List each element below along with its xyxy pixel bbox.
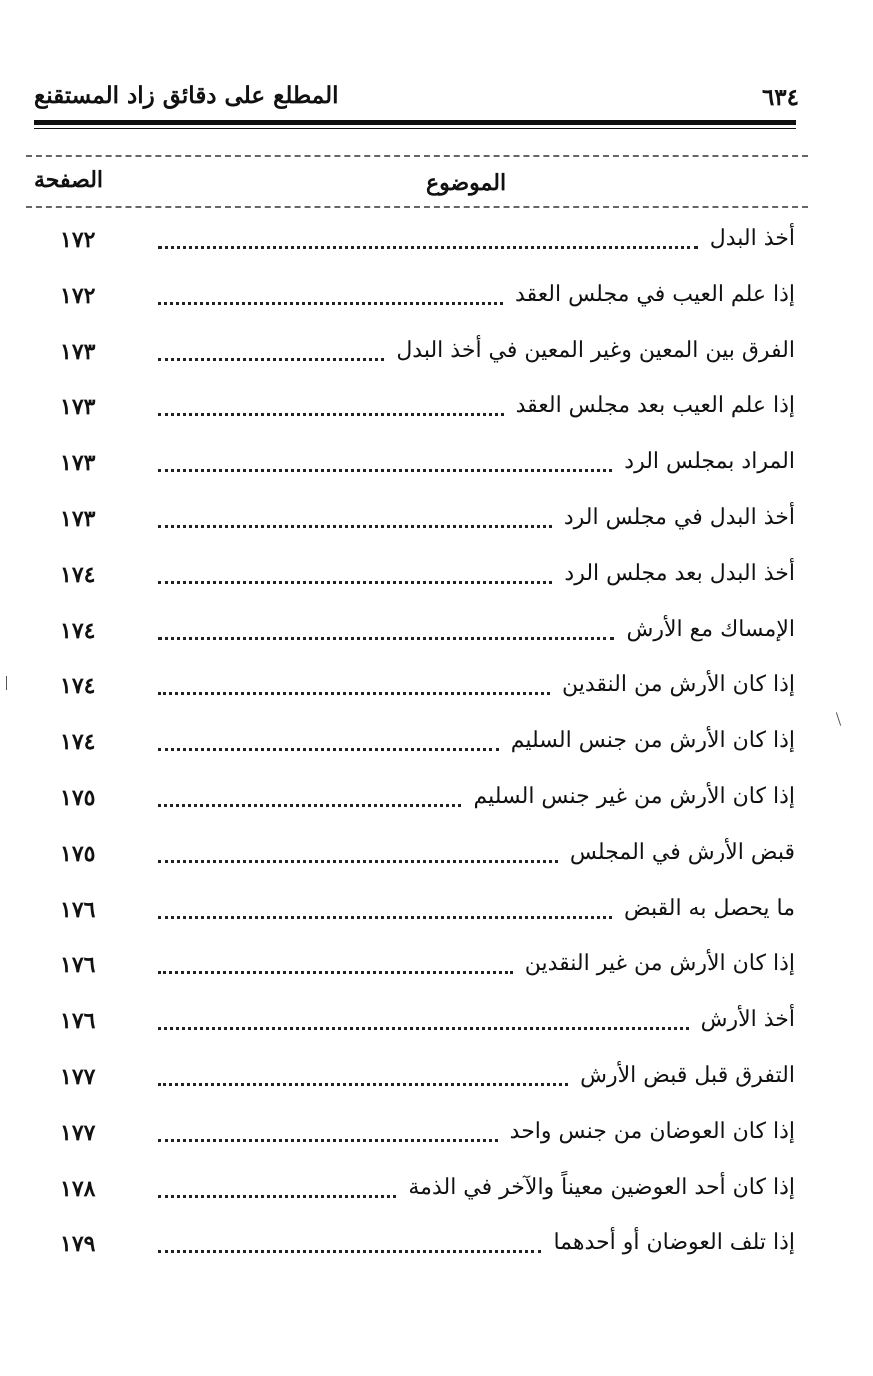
column-header-topic: الموضوع (426, 170, 507, 196)
toc-entry-topic-text: قبض الأرش في المجلس (569, 839, 795, 865)
toc-entry-topic-text: أخذ البدل (709, 226, 795, 251)
toc-entry-topic-text: الفرق بين المعين وغير المعين في أخذ البدل (396, 337, 795, 363)
toc-entry-topic (556, 670, 795, 700)
toc-entry-topic-text: إذا كان العوضان من جنس واحد (509, 1118, 795, 1144)
toc-entry-topic (505, 726, 795, 756)
toc-entry-page: ١٧٨ (60, 1175, 96, 1202)
toc-entry-topic (504, 1117, 795, 1147)
toc-entry (0, 720, 873, 768)
dot-leader (158, 581, 552, 584)
toc-entry (0, 218, 873, 266)
toc-entry-topic (704, 224, 795, 254)
running-title: المطلع على دقائق زاد المستقنع (34, 82, 339, 109)
dot-leader (158, 358, 384, 361)
toc-entry-topic (558, 503, 795, 533)
dot-leader (158, 1195, 396, 1198)
dot-leader (158, 916, 612, 919)
toc-entry-page: ١٧٤ (60, 561, 96, 588)
toc-entry-topic (695, 1005, 795, 1035)
toc-entry (0, 776, 873, 824)
toc-entry-topic (574, 1061, 795, 1091)
toc-entry-page: ١٧٧ (60, 1064, 96, 1090)
toc-entry-topic (402, 1173, 795, 1203)
toc-entry-topic (390, 336, 795, 366)
toc-entry-page: ١٧٦ (60, 1008, 96, 1035)
toc-entry (0, 1111, 873, 1159)
dot-leader (158, 1027, 689, 1030)
toc-entry (0, 888, 873, 936)
toc-entry-topic (547, 1228, 795, 1258)
toc-entry-topic-text: ما يحصل به القبض (624, 895, 795, 921)
header-rule-thick (34, 120, 796, 125)
toc-entry-page: ١٧٣ (60, 394, 96, 421)
toc-entry (0, 330, 873, 378)
toc-entry-topic-text: أخذ الأرش (700, 1007, 795, 1033)
toc-entry-topic (558, 559, 795, 589)
toc-entry-topic-text: إذا تلف العوضان أو أحدهما (553, 1230, 795, 1256)
toc-entry-topic (467, 782, 795, 812)
dot-leader (158, 469, 612, 472)
dot-leader (158, 413, 504, 416)
toc-entry-page: ١٧٢ (60, 282, 96, 309)
toc-entry (0, 441, 873, 489)
dot-leader (158, 1083, 568, 1086)
dot-leader (158, 971, 513, 974)
dot-leader (158, 525, 552, 528)
toc-entry-topic-text: المراد بمجلس الرد (624, 449, 795, 475)
toc-entry (0, 943, 873, 991)
table-header-divider (26, 206, 808, 208)
toc-entry-topic-text: إذا علم العيب في مجلس العقد (515, 281, 795, 307)
toc-entry-page: ١٧٣ (60, 338, 96, 365)
table-top-divider (26, 155, 808, 157)
toc-entry-page: ١٧٦ (60, 952, 96, 979)
toc-entry (0, 664, 873, 712)
toc-entry (0, 999, 873, 1047)
toc-entry (0, 1222, 873, 1270)
dot-leader (158, 748, 499, 751)
dot-leader (158, 1139, 498, 1142)
toc-entry (0, 274, 873, 322)
dot-leader (158, 804, 461, 807)
toc-entry-topic (509, 280, 795, 310)
page-number: ٦٣٤ (761, 84, 799, 111)
toc-entry-page: ١٧٧ (60, 1119, 96, 1146)
toc-entry (0, 1167, 873, 1215)
column-header-page: الصفحة (34, 167, 104, 193)
toc-entry-topic-text: إذا كان الأرش من النقدين (562, 672, 795, 698)
toc-entry-topic-text: إذا كان الأرش من جنس السليم (510, 728, 795, 754)
toc-entry-page: ١٧٤ (60, 729, 96, 756)
toc-entry-topic (618, 894, 795, 924)
toc-entry-topic-text: أخذ البدل بعد مجلس الرد (564, 560, 795, 586)
toc-entry-page: ١٧٣ (60, 506, 96, 532)
toc-entry-topic-text: إذا علم العيب بعد مجلس العقد (515, 393, 795, 419)
toc-entry (0, 497, 873, 545)
toc-entry-page: ١٧٥ (60, 785, 96, 811)
toc-entry-topic (510, 391, 795, 421)
toc-entry (0, 553, 873, 601)
toc-entry (0, 832, 873, 880)
toc-entry (0, 1055, 873, 1103)
dot-leader (158, 692, 550, 695)
toc-entry-page: ١٧٢ (60, 227, 96, 253)
toc-entry-topic (618, 447, 795, 477)
toc-entry-topic-text: إذا كان أحد العوضين معيناً والآخر في الذمة (408, 1174, 795, 1200)
toc-entry-page: ١٧٤ (60, 673, 96, 700)
toc-entry-page: ١٧٦ (60, 896, 96, 923)
toc-entry-topic (620, 615, 795, 645)
toc-entry-topic (519, 949, 795, 979)
toc-entry-page: ١٧٣ (60, 450, 96, 477)
dot-leader (158, 302, 503, 305)
dot-leader (158, 1250, 541, 1253)
dot-leader (158, 637, 614, 640)
scan-mark (6, 676, 7, 690)
toc-entry-topic-text: إذا كان الأرش من غير النقدين (524, 951, 795, 977)
toc-entry (0, 385, 873, 433)
toc-entry-page: ١٧٥ (60, 840, 96, 867)
toc-entry-topic (564, 838, 795, 868)
dot-leader (158, 860, 558, 863)
toc-entry-page: ١٧٩ (60, 1231, 96, 1258)
toc-entry-topic-text: التفرق قبل قبض الأرش (580, 1063, 795, 1088)
dot-leader (158, 246, 698, 249)
toc-entry-page: ١٧٤ (60, 617, 96, 644)
toc-entry (0, 609, 873, 657)
toc-entry-topic-text: الإمساك مع الأرش (626, 616, 795, 642)
toc-entry-topic-text: إذا كان الأرش من غير جنس السليم (473, 784, 795, 809)
header-rule-thin (34, 128, 796, 129)
toc-entry-topic-text: أخذ البدل في مجلس الرد (563, 505, 795, 530)
